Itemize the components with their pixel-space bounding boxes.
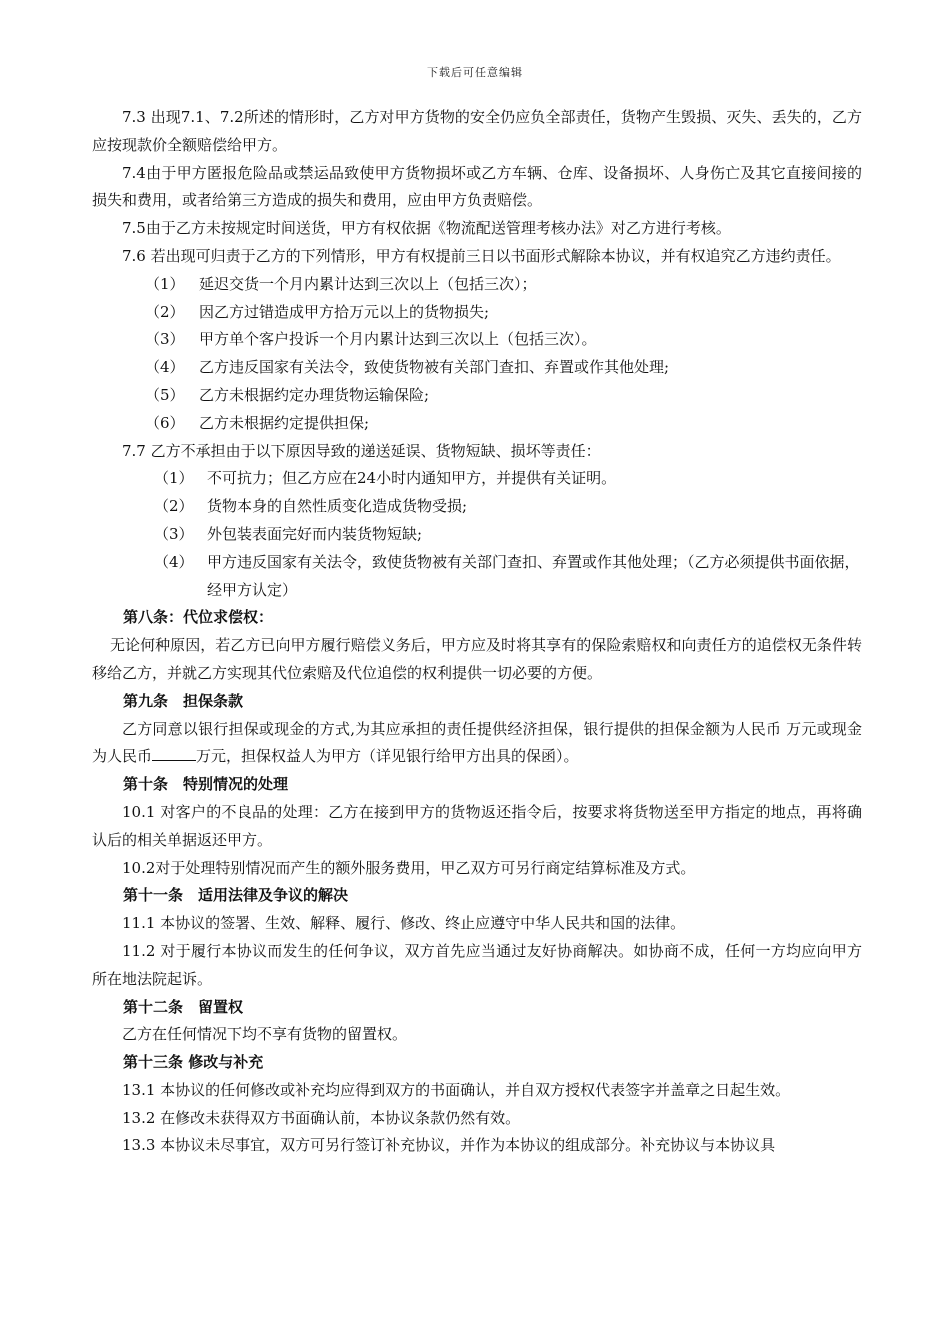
list-item [92,382,862,410]
list-item-number: （3） [145,330,185,349]
list-item-number: （1） [145,274,185,293]
list-item-text: 因乙方过错造成甲方拾万元以上的货物损失; [199,302,490,321]
list-item-number: （4） [154,552,194,571]
list-item-number: （3） [154,524,194,543]
list-item-number: （2） [154,497,194,516]
list-item-text: 不可抗力；但乙方应在24小时内通知甲方，并提供有关证明。 [207,469,617,488]
list-item-text: 甲方单个客户投诉一个月内累计达到三次以上（包括三次）。 [199,330,597,349]
list-item [92,271,862,299]
clause-7-6-list [92,271,862,438]
list-item [92,521,862,549]
list-item-number: （2） [145,302,185,321]
list-item-number: （6） [145,413,185,432]
section-heading-10: 第十条 特别情况的处理 [123,775,289,794]
clause-13-3: 13.3 本协议未尽事宜，双方可另行签订补充协议，并作为本协议的组成部分。补充协议与本协议具 [122,1136,776,1155]
list-item [92,493,862,521]
list-item [92,549,862,605]
list-item-text: 外包装表面完好而内装货物短缺; [207,524,423,543]
section-heading-13: 第十三条 修改与补充 [123,1053,264,1072]
list-item-text: 乙方未根据约定办理货物运输保险; [199,385,430,404]
clause-10-2: 10.2对于处理特别情况而产生的额外服务费用，甲乙双方可另行商定结算标准及方式。 [122,858,696,877]
clause-8-body: 无论何种原因，若乙方已向甲方履行赔偿义务后，甲方应及时将其享有的保险索赔权和向责任方的追偿权无条件转移给乙方，并就乙方实现其代位索赔及代位追偿的权利提供一切必要的方便。 [92,636,862,682]
section-heading-8: 第八条：代位求偿权： [123,608,274,627]
list-item-number: （4） [145,358,185,377]
list-item-number: （1） [154,469,194,488]
list-item [92,326,862,354]
list-item-text: 乙方违反国家有关法令，致使货物被有关部门查扣、弃置或作其他处理; [199,358,670,377]
list-item-text: 货物本身的自然性质变化造成货物受损; [207,497,468,516]
document-body [92,104,862,1160]
list-item [92,354,862,382]
list-item [92,410,862,438]
clause-9-body [92,716,862,772]
clause-12-body: 乙方在任何情况下均不享有货物的留置权。 [122,1025,408,1044]
list-item [92,299,862,327]
clause-9-text-a: 乙方同意以银行担保或现金的方式,为其应承担的责任提供经济担保，银行提供的担保金额为人民币 万元或现金为人民币 [92,719,862,766]
clause-13-1: 13.1 本协议的任何修改或补充均应得到双方的书面确认，并自双方授权代表签字并盖章之日起生效。 [122,1080,791,1099]
clause-10-1: 10.1 对客户的不良品的处理：乙方在接到甲方的货物返还指令后，按要求将货物送至甲方指定的地点，再将确认后的相关单据返还甲方。 [92,802,862,849]
page-header: 下载后可任意编辑 [427,66,523,79]
section-heading-12: 第十二条 留置权 [123,997,244,1016]
clause-11-1: 11.1 本协议的签署、生效、解释、履行、修改、终止应遵守中华人民共和国的法律。 [122,914,686,933]
blank-underline [152,744,196,761]
list-item-text: 乙方未根据约定提供担保; [199,413,370,432]
clause-11-2: 11.2 对于履行本协议而发生的任何争议，双方首先应当通过友好协商解决。如协商不成，任何一方均应向甲方所在地法院起诉。 [92,941,862,988]
list-item-number: （5） [145,385,185,404]
list-item-text: 延迟交货一个月内累计达到三次以上（包括三次）； [199,274,537,293]
section-heading-9: 第九条 担保条款 [123,691,244,710]
list-item-text: 甲方违反国家有关法令，致使货物被有关部门查扣、弃置或作其他处理；（乙方必须提供书面依据，经甲方认定） [207,552,860,599]
clause-7-7-list [92,465,862,604]
clause-13-2: 13.2 在修改未获得双方书面确认前，本协议条款仍然有效。 [122,1108,521,1127]
list-item [92,465,862,493]
clause-7-3: 7.3 出现7.1、7.2所述的情形时，乙方对甲方货物的安全仍应负全部责任，货物产生毁损、灭失、丢失的，乙方应按现款价全额赔偿给甲方。 [92,108,862,154]
clause-9-text-b: 万元，担保权益人为甲方（详见银行给甲方出具的保函）。 [196,747,579,766]
section-heading-11: 第十一条 适用法律及争议的解决 [123,886,349,905]
clause-7-5: 7.5由于乙方未按规定时间送货，甲方有权依据《物流配送管理考核办法》对乙方进行考核。 [122,219,731,238]
clause-7-4: 7.4由于甲方匿报危险品或禁运品致使甲方货物损坏或乙方车辆、仓库、设备损坏、人身伤亡及其它直接间接的损失和费用，或者给第三方造成的损失和费用，应由甲方负责赔偿。 [92,163,862,210]
clause-7-7: 7.7 乙方不承担由于以下原因导致的递送延误、货物短缺、损坏等责任： [122,441,601,460]
clause-7-6: 7.6 若出现可归责于乙方的下列情形，甲方有权提前三日以书面形式解除本协议，并有权追究乙方违约责任。 [122,246,841,265]
